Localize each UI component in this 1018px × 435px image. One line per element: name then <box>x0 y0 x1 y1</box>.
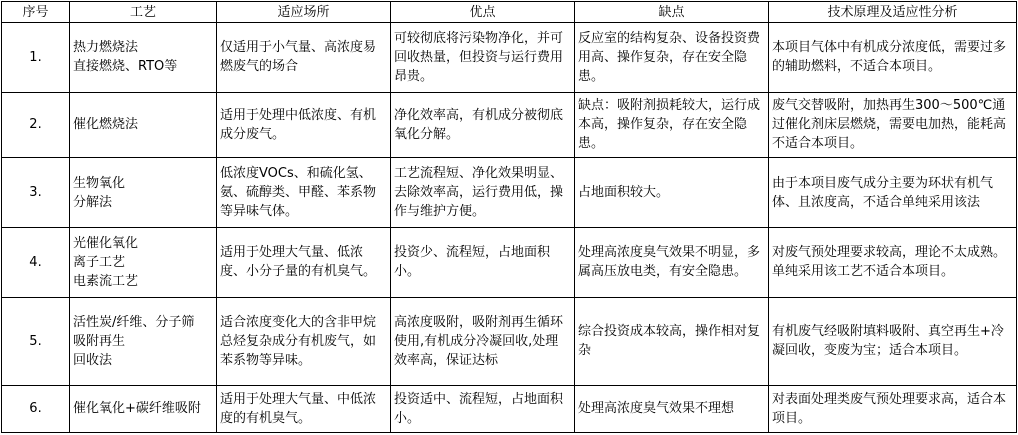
header-process: 工艺 <box>70 2 217 23</box>
process-cell: 热力燃烧法 直接燃烧、RTO等 <box>70 23 217 93</box>
pros-cell: 投资少、流程短，占地面积小。 <box>391 227 575 297</box>
pros-cell: 可较彻底将污染物净化，并可回收热量，但投资与运行费用昂贵。 <box>391 23 575 93</box>
scenario-cell: 适用于处理中低浓度、有机成分废气。 <box>217 92 391 158</box>
table-row <box>2 297 1017 385</box>
table-row <box>2 92 1017 158</box>
header-scenario: 适应场所 <box>217 2 391 23</box>
header-analysis: 技术原理及适应性分析 <box>769 2 1017 23</box>
header-cons: 缺点 <box>575 2 769 23</box>
table-row <box>2 23 1017 93</box>
scenario-cell: 适用于处理大气量、低浓度、小分子量的有机臭气。 <box>217 227 391 297</box>
pros-cell: 工艺流程短、净化效果明显、去除效率高，运行费用低，操作与维护方便。 <box>391 158 575 228</box>
row-number: 4. <box>2 227 70 297</box>
row-number: 3. <box>2 158 70 228</box>
analysis-cell: 本项目气体中有机成分浓度低，需要过多的辅助燃料，不适合本项目。 <box>769 23 1017 93</box>
row-number: 5. <box>2 297 70 385</box>
table-row <box>2 158 1017 228</box>
header-pros: 优点 <box>391 2 575 23</box>
pros-cell: 投资适中、流程短，占地面积小。 <box>391 385 575 432</box>
header-number: 序号 <box>2 2 70 23</box>
analysis-cell: 对表面处理类废气预处理要求高，适合本项目。 <box>769 385 1017 432</box>
scenario-cell: 适用于处理大气量、中低浓度的有机臭气。 <box>217 385 391 432</box>
process-cell: 光催化氧化 离子工艺 电素流工艺 <box>70 227 217 297</box>
header-row <box>2 2 1017 23</box>
analysis-cell: 有机废气经吸附填料吸附、真空再生+冷凝回收，变废为宝；适合本项目。 <box>769 297 1017 385</box>
pros-cell: 高浓度吸附，吸附剂再生循环使用,有机成分冷凝回收,处理效率高，保证达标 <box>391 297 575 385</box>
pros-cell: 净化效率高，有机成分被彻底氧化分解。 <box>391 92 575 158</box>
cons-cell: 缺点：吸附剂损耗较大，运行成本高，操作复杂，存在安全隐患。 <box>575 92 769 158</box>
process-cell: 催化燃烧法 <box>70 92 217 158</box>
cons-cell: 反应室的结构复杂、设备投资费用高、操作复杂，存在安全隐患。 <box>575 23 769 93</box>
cons-cell: 综合投资成本较高，操作相对复杂 <box>575 297 769 385</box>
analysis-cell: 由于本项目废气成分主要为环状有机气体、且浓度高，不适合单纯采用该法 <box>769 158 1017 228</box>
table-row <box>2 385 1017 432</box>
scenario-cell: 仅适用于小气量、高浓度易燃废气的场合 <box>217 23 391 93</box>
process-cell: 活性炭/纤维、分子筛 吸附再生 回收法 <box>70 297 217 385</box>
row-number: 6. <box>2 385 70 432</box>
scenario-cell: 低浓度VOCs、和硫化氢、氨、硫醇类、甲醛、苯系物等异味气体。 <box>217 158 391 228</box>
row-number: 2. <box>2 92 70 158</box>
process-comparison-table <box>1 1 1017 433</box>
row-number: 1. <box>2 23 70 93</box>
cons-cell: 处理高浓度臭气效果不理想 <box>575 385 769 432</box>
cons-cell: 处理高浓度臭气效果不明显，多属高压放电类，有安全隐患。 <box>575 227 769 297</box>
scenario-cell: 适合浓度变化大的含非甲烷总烃复杂成分有机废气，如苯系物等异味。 <box>217 297 391 385</box>
process-cell: 生物氧化 分解法 <box>70 158 217 228</box>
process-cell: 催化氧化+碳纤维吸附 <box>70 385 217 432</box>
analysis-cell: 废气交替吸附，加热再生300～500℃通过催化剂床层燃烧，需要电加热，能耗高不适合本项目。 <box>769 92 1017 158</box>
analysis-cell: 对废气预处理要求较高，理论不太成熟。单纯采用该工艺不适合本项目。 <box>769 227 1017 297</box>
cons-cell: 占地面积较大。 <box>575 158 769 228</box>
table-row <box>2 227 1017 297</box>
